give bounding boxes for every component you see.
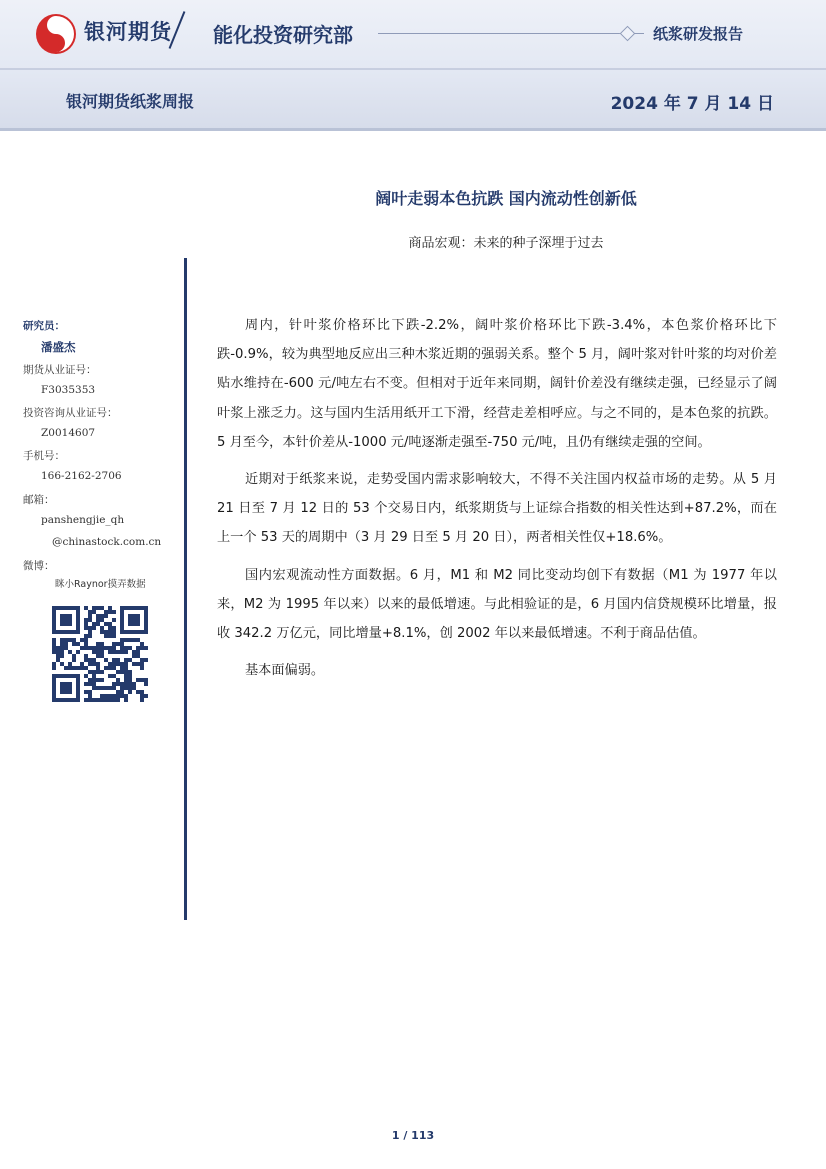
page-number: 1 / 113 [391,1129,435,1142]
report-date: 2024 年 7 月 14 日 [610,94,774,114]
futures-cert-label: 期货从业证号： [23,364,97,376]
report-subtitle: 商品宏观：未来的种子深埋于过去 [408,236,604,251]
report-type: 纸浆研发报告 [653,25,744,43]
body-paragraph: 国内宏观流动性方面数据。6 月，M1 和 M2 同比变动均创下有数据（M1 为 1977 年以来，M2 为 1995 年以来）以来的最低增速。与此相验证的是，6 月国内信贷规模环比增量，报收 342.2 万亿元，同比增量+8.1%，创 2002 年以来最低增速。不利于商品估值。 [217,567,777,642]
phone-label: 手机号： [23,450,65,462]
body-paragraph: 周内，针叶浆价格环比下跌-2.2%，阔叶浆价格环比下跌-3.4%，本色浆价格环比下跌-0.9%，较为典型地反应出三种木浆近期的强弱关系。整个 5 月，阔叶浆对针叶浆的均对价差贴水维持在-600 元/吨左右不变。但相对于近年来同期，阔针价差没有继续走强，已经显示了阔叶浆上涨乏力。这与国内生活用纸开工下滑，经营走差相呼应。与之不同的，是本色浆的抗跌。5 月至今，本针价差从-1000 元/吨逐渐走强至-750 元/吨，且仍有继续走强的空间。 [217,318,777,450]
email-label: 邮箱： [23,494,55,506]
invest-cert-number: Z0014607 [41,427,96,439]
weibo-label: 微博： [23,560,55,572]
email-domain: @chinastock.com.cn [52,536,162,548]
yinhe-logo-icon [35,13,77,55]
department-name: 能化投资研究部 [213,23,353,47]
header-decoration-line-end [634,33,644,34]
diamond-icon [620,26,636,42]
phone-number: 166-2162-2706 [41,470,122,482]
report-header [0,0,826,130]
report-name: 银河期货纸浆周报 [66,92,195,111]
header-decoration-line [378,33,622,34]
qr-code-icon [52,606,148,702]
body-paragraph: 近期对于纸浆来说，走势受国内需求影响较大，不得不关注国内权益市场的走势。从 5 月 21 日至 7 月 12 日的 53 个交易日内，纸浆期货与上证综合指数的相关性达到+87.2%，而在上一个 53 天的周期中（3 月 29 日至 5 月 20 日），两者相关性仅+18.6%。 [217,472,777,546]
header-bottom-rule [0,128,826,131]
report-body [217,311,777,693]
weibo-handle: 眯小Raynor摸弄数据 [55,579,146,590]
sidebar-divider [184,258,187,920]
email-user: panshengjie_qh [41,514,125,526]
researcher-name: 潘盛杰 [41,340,76,354]
brand-name: 银河期货 [84,20,172,44]
body-paragraph: 基本面偏弱。 [245,663,325,679]
header-divider [0,68,826,70]
futures-cert-number: F3035353 [41,384,96,396]
report-title: 阔叶走弱本色抗跌 国内流动性创新低 [375,189,637,208]
researcher-label: 研究员： [23,320,65,332]
invest-cert-label: 投资咨询从业证号： [23,407,118,419]
